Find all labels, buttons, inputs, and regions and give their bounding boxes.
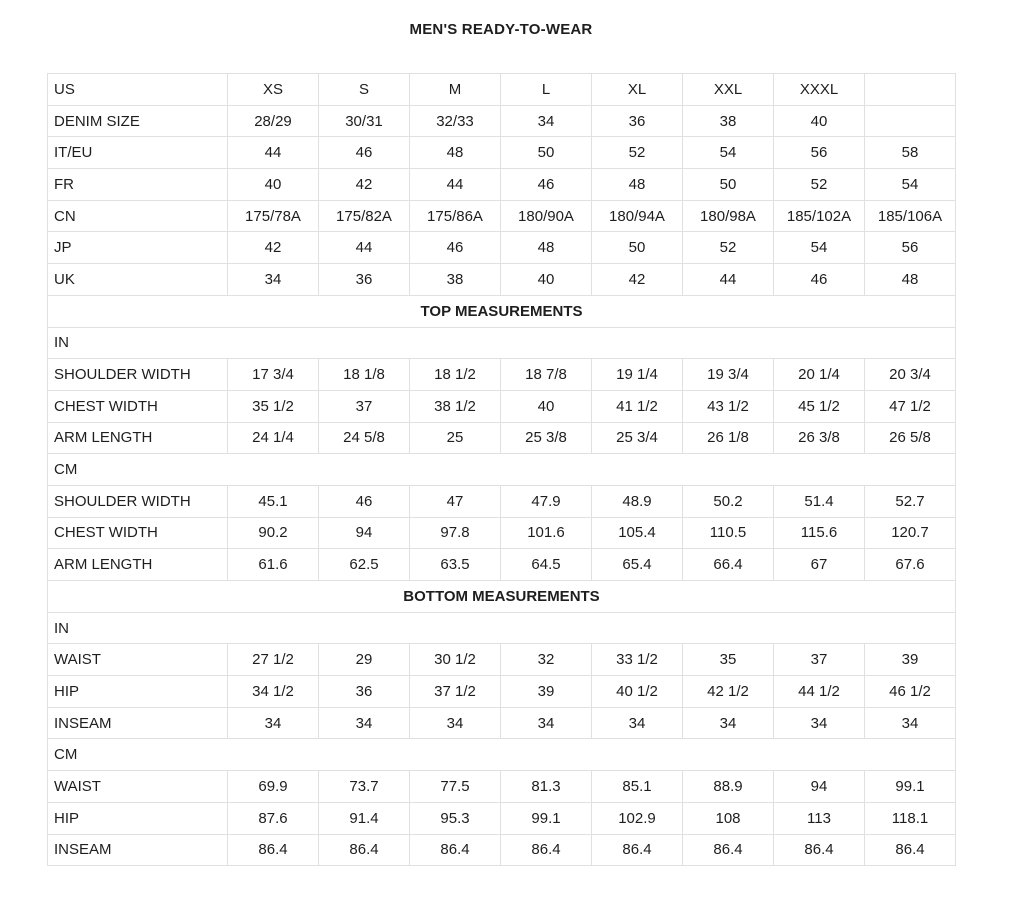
value-cell: 65.4 [592,549,683,581]
value-cell: 86.4 [592,834,683,866]
value-cell: 86.4 [683,834,774,866]
value-cell: 34 [865,707,956,739]
section-header: TOP MEASUREMENTS [48,295,956,327]
value-cell: 58 [865,137,956,169]
value-cell: 34 [501,707,592,739]
value-cell: 36 [319,676,410,708]
page-title: MEN'S READY-TO-WEAR [409,21,593,38]
value-cell: 101.6 [501,517,592,549]
table-row [48,802,956,834]
section-header-row [48,581,956,613]
value-cell: 39 [865,644,956,676]
value-cell: 94 [774,771,865,803]
unit-label-row [48,327,956,359]
row-label: CHEST WIDTH [48,517,228,549]
value-cell: 47 1/2 [865,390,956,422]
value-cell: 34 [774,707,865,739]
value-cell: 34 [592,707,683,739]
value-cell: 44 [410,169,501,201]
unit-label: IN [48,327,956,359]
value-cell: 90.2 [228,517,319,549]
unit-label-row [48,739,956,771]
value-cell: 108 [683,802,774,834]
value-cell: 46 1/2 [865,676,956,708]
value-cell: 46 [319,137,410,169]
value-cell: 99.1 [501,802,592,834]
value-cell: 42 [228,232,319,264]
value-cell: 50 [683,169,774,201]
table-row [48,485,956,517]
value-cell: 86.4 [410,834,501,866]
value-cell: 44 1/2 [774,676,865,708]
value-cell: 28/29 [228,105,319,137]
value-cell: 34 1/2 [228,676,319,708]
section-header-row [48,295,956,327]
row-label: ARM LENGTH [48,422,228,454]
value-cell: 48.9 [592,485,683,517]
value-cell: 40 [774,105,865,137]
value-cell: 27 1/2 [228,644,319,676]
value-cell: 67.6 [865,549,956,581]
value-cell: 87.6 [228,802,319,834]
value-cell: 26 5/8 [865,422,956,454]
value-cell: 46 [774,264,865,296]
value-cell: 37 [319,390,410,422]
row-label: UK [48,264,228,296]
value-cell: 180/98A [683,200,774,232]
value-cell: 77.5 [410,771,501,803]
value-cell: 67 [774,549,865,581]
row-label: CHEST WIDTH [48,390,228,422]
value-cell: 46 [410,232,501,264]
table-row [48,105,956,137]
value-cell: 180/94A [592,200,683,232]
value-cell: 20 3/4 [865,359,956,391]
value-cell: 41 1/2 [592,390,683,422]
table-row [48,359,956,391]
row-label: HIP [48,676,228,708]
value-cell: 25 [410,422,501,454]
table-row [48,74,956,106]
value-cell: 86.4 [865,834,956,866]
value-cell: 45 1/2 [774,390,865,422]
value-cell: 61.6 [228,549,319,581]
value-cell: 52 [683,232,774,264]
unit-label-row [48,454,956,486]
value-cell: 102.9 [592,802,683,834]
value-cell: 18 1/2 [410,359,501,391]
value-cell: 91.4 [319,802,410,834]
value-cell: 33 1/2 [592,644,683,676]
value-cell: 34 [228,264,319,296]
value-cell: 180/90A [501,200,592,232]
value-cell: L [501,74,592,106]
value-cell: 97.8 [410,517,501,549]
row-label: FR [48,169,228,201]
value-cell: 48 [592,169,683,201]
value-cell: 105.4 [592,517,683,549]
row-label: HIP [48,802,228,834]
value-cell: 115.6 [774,517,865,549]
value-cell: 36 [592,105,683,137]
value-cell: 30 1/2 [410,644,501,676]
row-label: WAIST [48,644,228,676]
value-cell: 48 [501,232,592,264]
value-cell: 118.1 [865,802,956,834]
value-cell: 110.5 [683,517,774,549]
value-cell: XXL [683,74,774,106]
value-cell: 37 1/2 [410,676,501,708]
value-cell: 26 3/8 [774,422,865,454]
table-row [48,390,956,422]
value-cell: 36 [319,264,410,296]
value-cell: 34 [683,707,774,739]
value-cell: 38 [410,264,501,296]
value-cell: 40 1/2 [592,676,683,708]
value-cell: 24 5/8 [319,422,410,454]
table-row [48,549,956,581]
value-cell: 38 [683,105,774,137]
value-cell: 95.3 [410,802,501,834]
value-cell: 56 [865,232,956,264]
value-cell [865,105,956,137]
row-label: IT/EU [48,137,228,169]
row-label: WAIST [48,771,228,803]
row-label: CN [48,200,228,232]
value-cell: 40 [501,390,592,422]
value-cell: 44 [319,232,410,264]
row-label: JP [48,232,228,264]
value-cell: 52 [774,169,865,201]
unit-label: CM [48,454,956,486]
value-cell: 86.4 [501,834,592,866]
value-cell: 18 1/8 [319,359,410,391]
row-label: SHOULDER WIDTH [48,485,228,517]
value-cell: 18 7/8 [501,359,592,391]
value-cell: 34 [410,707,501,739]
value-cell: 17 3/4 [228,359,319,391]
value-cell: 46 [501,169,592,201]
row-label: INSEAM [48,834,228,866]
value-cell: 185/102A [774,200,865,232]
value-cell: 86.4 [319,834,410,866]
value-cell: 42 1/2 [683,676,774,708]
value-cell: 81.3 [501,771,592,803]
table-row [48,264,956,296]
table-row [48,517,956,549]
value-cell: 24 1/4 [228,422,319,454]
value-cell: 64.5 [501,549,592,581]
value-cell: 35 1/2 [228,390,319,422]
table-row [48,232,956,264]
value-cell: 63.5 [410,549,501,581]
value-cell: 25 3/4 [592,422,683,454]
value-cell: 38 1/2 [410,390,501,422]
table-row [48,644,956,676]
value-cell: S [319,74,410,106]
value-cell: 86.4 [774,834,865,866]
unit-label: IN [48,612,956,644]
value-cell: 19 3/4 [683,359,774,391]
table-row [48,200,956,232]
value-cell: 62.5 [319,549,410,581]
value-cell: M [410,74,501,106]
row-label: US [48,74,228,106]
value-cell: 175/86A [410,200,501,232]
value-cell: 30/31 [319,105,410,137]
table-row [48,771,956,803]
value-cell [865,74,956,106]
value-cell: 86.4 [228,834,319,866]
value-cell: 34 [501,105,592,137]
table-row [48,137,956,169]
value-cell: 40 [228,169,319,201]
value-cell: 50.2 [683,485,774,517]
value-cell: 43 1/2 [683,390,774,422]
value-cell: 32 [501,644,592,676]
value-cell: 73.7 [319,771,410,803]
value-cell: XS [228,74,319,106]
row-label: ARM LENGTH [48,549,228,581]
value-cell: 47.9 [501,485,592,517]
row-label: INSEAM [48,707,228,739]
table-row [48,834,956,866]
value-cell: 39 [501,676,592,708]
value-cell: 113 [774,802,865,834]
value-cell: 48 [865,264,956,296]
unit-label-row [48,612,956,644]
value-cell: 94 [319,517,410,549]
value-cell: 42 [592,264,683,296]
value-cell: 99.1 [865,771,956,803]
value-cell: 185/106A [865,200,956,232]
value-cell: XL [592,74,683,106]
value-cell: 34 [228,707,319,739]
value-cell: 54 [774,232,865,264]
value-cell: 56 [774,137,865,169]
value-cell: 50 [501,137,592,169]
value-cell: 37 [774,644,865,676]
value-cell: 175/82A [319,200,410,232]
value-cell: 54 [683,137,774,169]
value-cell: 26 1/8 [683,422,774,454]
value-cell: 47 [410,485,501,517]
unit-label: CM [48,739,956,771]
value-cell: 85.1 [592,771,683,803]
value-cell: 50 [592,232,683,264]
value-cell: 51.4 [774,485,865,517]
value-cell: XXXL [774,74,865,106]
value-cell: 45.1 [228,485,319,517]
value-cell: 34 [319,707,410,739]
value-cell: 54 [865,169,956,201]
value-cell: 19 1/4 [592,359,683,391]
value-cell: 25 3/8 [501,422,592,454]
value-cell: 35 [683,644,774,676]
value-cell: 44 [228,137,319,169]
value-cell: 46 [319,485,410,517]
value-cell: 44 [683,264,774,296]
row-label: SHOULDER WIDTH [48,359,228,391]
value-cell: 52.7 [865,485,956,517]
value-cell: 175/78A [228,200,319,232]
section-header: BOTTOM MEASUREMENTS [48,581,956,613]
row-label: DENIM SIZE [48,105,228,137]
value-cell: 29 [319,644,410,676]
value-cell: 69.9 [228,771,319,803]
value-cell: 48 [410,137,501,169]
value-cell: 20 1/4 [774,359,865,391]
value-cell: 88.9 [683,771,774,803]
value-cell: 42 [319,169,410,201]
value-cell: 32/33 [410,105,501,137]
table-row [48,707,956,739]
table-row [48,422,956,454]
value-cell: 120.7 [865,517,956,549]
table-row [48,169,956,201]
value-cell: 52 [592,137,683,169]
table-row [48,676,956,708]
value-cell: 66.4 [683,549,774,581]
value-cell: 40 [501,264,592,296]
size-chart-table [47,73,956,866]
size-chart-table-body [48,74,956,866]
